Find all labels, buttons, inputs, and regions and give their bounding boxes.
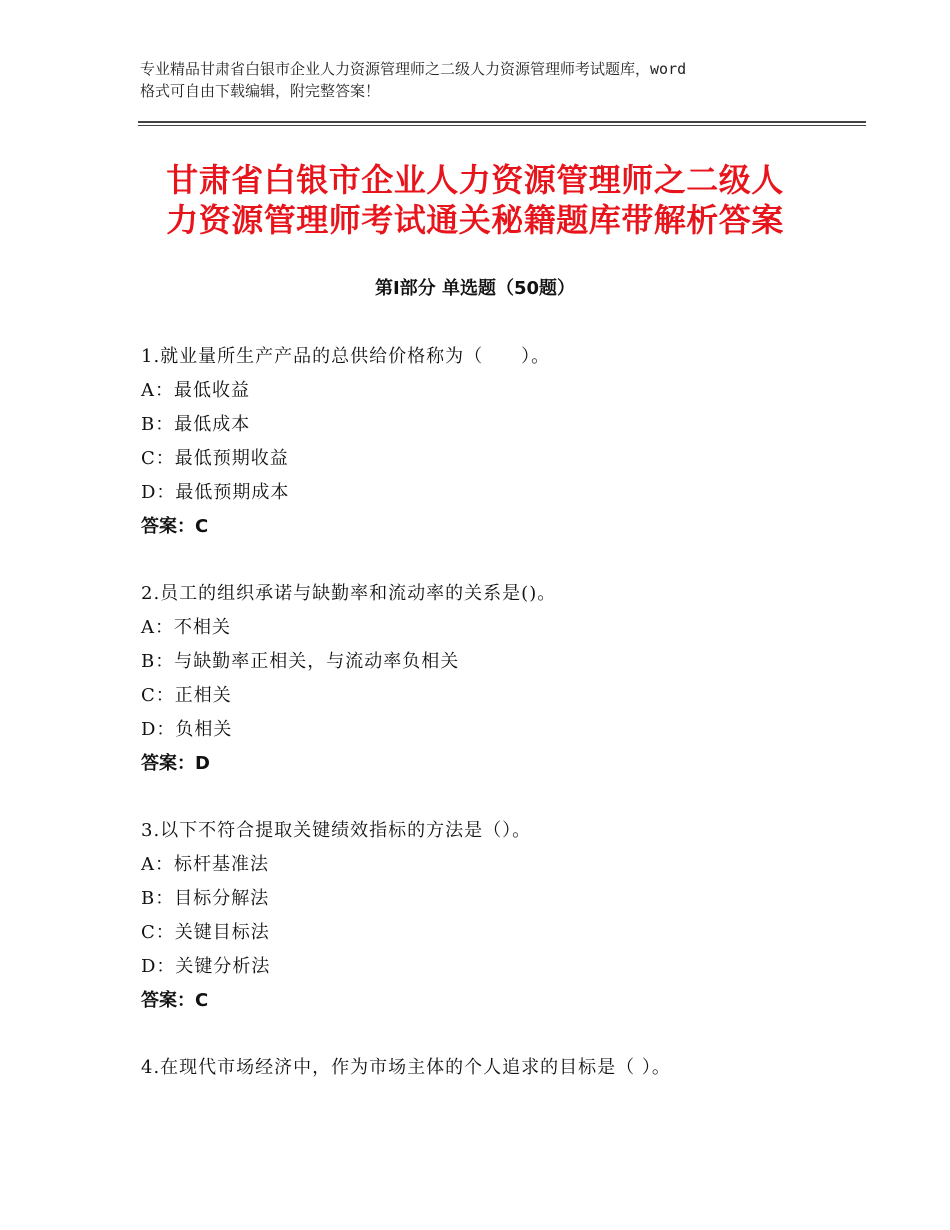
question-1 xyxy=(141,340,841,544)
answer-label: 答案：C xyxy=(141,990,209,1011)
question-stem: 4.在现代市场经济中，作为市场主体的个人追求的目标是（ ）。 xyxy=(141,1057,671,1078)
option-a: A：不相关 xyxy=(141,617,231,638)
option-a: A：标杆基准法 xyxy=(141,854,269,875)
question-3 xyxy=(141,814,841,1018)
document-title-line-1: 甘肃省白银市企业人力资源管理师之二级人 xyxy=(166,161,784,199)
question-2 xyxy=(141,577,841,781)
option-b: B：最低成本 xyxy=(141,414,251,435)
document-title-line-2: 力资源管理师考试通关秘籍题库带解析答案 xyxy=(166,201,784,239)
option-c: C：正相关 xyxy=(141,685,232,706)
option-b: B：目标分解法 xyxy=(141,888,270,909)
question-stem: 2.员工的组织承诺与缺勤率和流动率的关系是()。 xyxy=(141,583,557,604)
header-note-line-1: 专业精品甘肃省白银市企业人力资源管理师之二级人力资源管理师考试题库，word xyxy=(140,60,687,78)
header-note xyxy=(140,58,830,102)
option-d: D：负相关 xyxy=(141,719,233,740)
option-d: D：关键分析法 xyxy=(141,956,271,977)
option-d: D：最低预期成本 xyxy=(141,482,290,503)
question-stem: 1.就业量所生产产品的总供给价格称为（ ）。 xyxy=(141,346,551,367)
question-list xyxy=(141,340,841,1118)
header-divider-thick xyxy=(138,121,866,123)
question-stem: 3.以下不符合提取关键绩效指标的方法是（）。 xyxy=(141,820,532,841)
answer-label: 答案：C xyxy=(141,516,209,537)
option-c: C：最低预期收益 xyxy=(141,448,289,469)
question-4 xyxy=(141,1051,841,1085)
header-divider-thin xyxy=(138,125,866,126)
section-heading: 第Ⅰ部分 单选题（50题） xyxy=(374,278,575,299)
answer-label: 答案：D xyxy=(141,753,210,774)
document-title xyxy=(100,160,850,240)
option-a: A：最低收益 xyxy=(141,380,250,401)
option-b: B：与缺勤率正相关，与流动率负相关 xyxy=(141,651,460,672)
header-note-line-2: 格式可自由下载编辑，附完整答案！ xyxy=(140,82,381,100)
option-c: C：关键目标法 xyxy=(141,922,270,943)
